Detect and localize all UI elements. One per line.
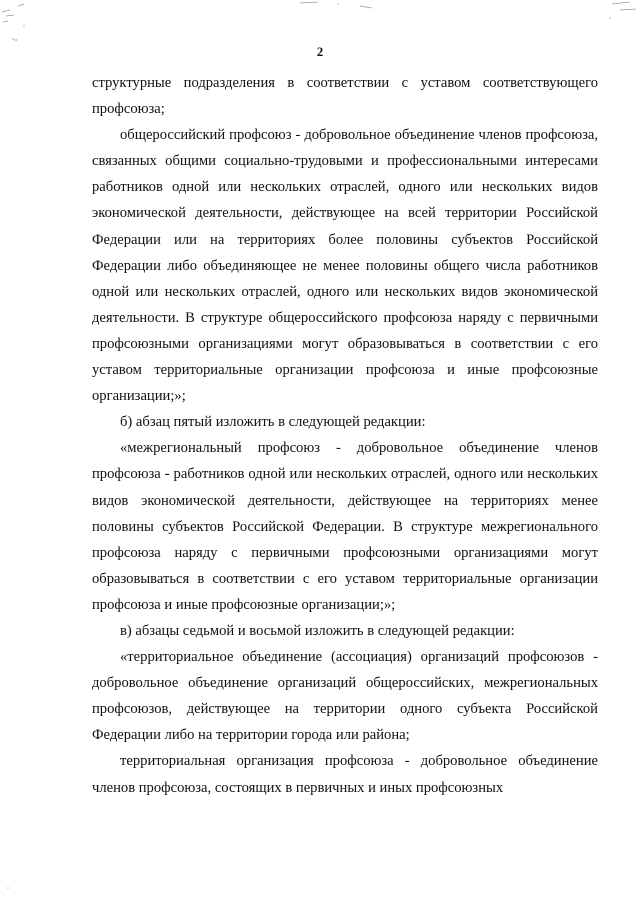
paragraph-item-b: б) абзац пятый изложить в следующей редакции: — [120, 414, 426, 431]
paragraph-item-v: в) абзацы седьмой и восьмой изложить в следующей редакции: — [120, 622, 515, 639]
page-number: 2 — [316, 44, 324, 59]
paragraph-territorial-association: «территориальное объединение (ассоциация) организаций профсоюзов - добровольное объединение организаций общероссийских, межрегиональных профсоюзов, действующее на территории одного субъекта Российской Федерации либо на территории города или района; — [92, 649, 598, 744]
paragraph-all-russian-union: общероссийский профсоюз - добровольное объединение членов профсоюза, связанных общими социально-трудовыми и профессиональными интересами работников одной или нескольких отраслей, одного или нескольких видов экономической деятельности, действующее на всей территории Российской Федерации или на территориях более половины субъектов Российской Федерации либо объединяющее не менее половины общего числа работников одной или нескольких отраслей, одного или нескольких видов экономической деятельности. В структуре общероссийского профсоюза наряду с первичными профсоюзными организациями могут образовываться в соответствии с его уставом территориальные организации профсоюза и иные профсоюзные организации;»; — [92, 127, 598, 405]
paragraph-territorial-organization: территориальная организация профсоюза - добровольное объединение членов профсоюза, состоящих в первичных и иных профсоюзных — [92, 753, 598, 796]
document-body — [92, 70, 598, 801]
paragraph-continuation: структурные подразделения в соответствии с уставом соответствующего профсоюза; — [92, 75, 598, 118]
paragraph-interregional-union: «межрегиональный профсоюз - добровольное объединение членов профсоюза - работников одной или нескольких отраслей, одного или нескольких видов экономической деятельности, действующее на территориях менее половины субъектов Российской Федерации. В структуре межрегионального профсоюза наряду с первичными профсоюзными организациями могут образовываться в соответствии с его уставом территориальные организации профсоюза и иные профсоюзные организации;»; — [92, 440, 598, 613]
